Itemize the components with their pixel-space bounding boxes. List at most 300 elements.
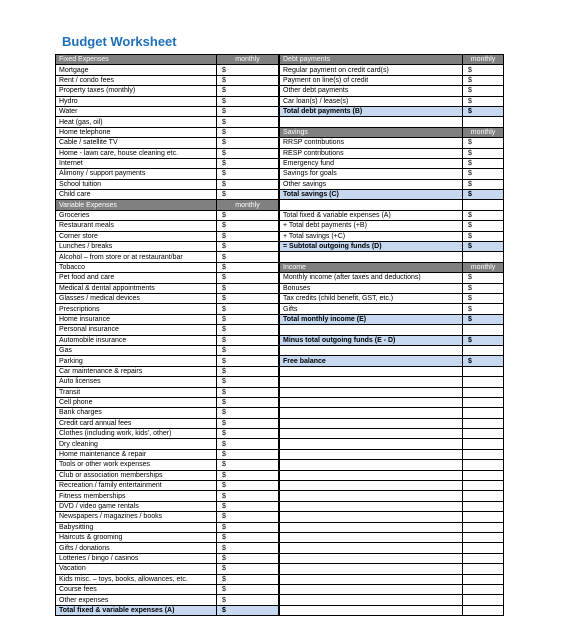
blank-row xyxy=(280,481,504,491)
item-label: Variable Expenses xyxy=(56,200,217,210)
item-label: Savings xyxy=(280,127,463,137)
empty-cell xyxy=(463,491,504,501)
table-row xyxy=(280,65,504,75)
amount-cell[interactable]: $ xyxy=(217,293,279,303)
worksheet-title: Budget Worksheet xyxy=(62,34,177,49)
amount-cell[interactable]: $ xyxy=(217,117,279,127)
amount-cell[interactable]: $ xyxy=(217,345,279,355)
item-label: Internet xyxy=(56,158,217,168)
item-label: Alimony / support payments xyxy=(56,169,217,179)
amount-cell[interactable]: $ xyxy=(217,314,279,324)
empty-cell xyxy=(463,501,504,511)
empty-cell xyxy=(463,532,504,542)
item-label: School tuition xyxy=(56,179,217,189)
table-row xyxy=(56,553,279,563)
amount-cell[interactable]: $ xyxy=(217,86,279,96)
amount-cell[interactable]: $ xyxy=(217,96,279,106)
table-row xyxy=(56,314,279,324)
item-label: Property taxes (monthly) xyxy=(56,86,217,96)
table-row xyxy=(56,106,279,116)
total-row xyxy=(280,356,504,366)
empty-cell xyxy=(463,470,504,480)
table-row xyxy=(56,283,279,293)
table-row xyxy=(280,210,504,220)
item-label: Clothes (including work, kids’, other) xyxy=(56,429,217,439)
item-label: Car maintenance & repairs xyxy=(56,366,217,376)
blank-row xyxy=(280,512,504,522)
item-label: Club or association memberships xyxy=(56,470,217,480)
section-header-row xyxy=(56,200,279,210)
amount-cell[interactable]: $ xyxy=(463,283,504,293)
amount-cell[interactable]: $ xyxy=(217,231,279,241)
amount-cell[interactable]: $ xyxy=(217,127,279,137)
item-label: Gifts xyxy=(280,304,463,314)
table-row xyxy=(56,460,279,470)
amount-cell[interactable]: $ xyxy=(217,418,279,428)
table-row xyxy=(56,470,279,480)
amount-cell[interactable]: $ xyxy=(217,460,279,470)
monthly-column-header: monthly xyxy=(217,200,279,210)
empty-cell xyxy=(280,470,463,480)
blank-row xyxy=(280,553,504,563)
item-label: Cable / satellite TV xyxy=(56,138,217,148)
amount-cell[interactable]: $ xyxy=(217,158,279,168)
blank-row xyxy=(280,117,504,127)
blank-row xyxy=(280,543,504,553)
table-row xyxy=(280,138,504,148)
blank-row xyxy=(280,387,504,397)
item-label: Other expenses xyxy=(56,595,217,605)
table-row xyxy=(56,439,279,449)
table-row xyxy=(280,179,504,189)
empty-cell xyxy=(463,522,504,532)
item-label: Total debt payments (B) xyxy=(280,106,463,116)
table-row xyxy=(56,481,279,491)
amount-cell[interactable]: $ xyxy=(463,335,504,345)
empty-cell xyxy=(280,491,463,501)
amount-cell[interactable]: $ xyxy=(463,314,504,324)
empty-cell xyxy=(463,460,504,470)
amount-cell[interactable]: $ xyxy=(463,221,504,231)
empty-cell xyxy=(280,584,463,594)
amount-cell[interactable]: $ xyxy=(217,522,279,532)
table-row xyxy=(56,148,279,158)
item-label: Kids misc. – toys, books, allowances, etc. xyxy=(56,574,217,584)
item-label xyxy=(280,252,463,262)
amount-cell[interactable] xyxy=(463,252,504,262)
item-label: RRSP contributions xyxy=(280,138,463,148)
table-row xyxy=(56,356,279,366)
amount-cell[interactable]: $ xyxy=(217,366,279,376)
table-row xyxy=(56,231,279,241)
table-row xyxy=(280,169,504,179)
item-label: Bonuses xyxy=(280,283,463,293)
empty-cell xyxy=(463,481,504,491)
table-row xyxy=(56,522,279,532)
amount-cell[interactable]: $ xyxy=(463,210,504,220)
blank-row xyxy=(280,200,504,210)
amount-cell[interactable]: $ xyxy=(217,138,279,148)
blank-row xyxy=(280,418,504,428)
item-label: Water xyxy=(56,106,217,116)
amount-cell[interactable]: $ xyxy=(217,325,279,335)
amount-cell[interactable]: $ xyxy=(217,595,279,605)
amount-cell[interactable]: $ xyxy=(217,169,279,179)
table-row xyxy=(56,293,279,303)
empty-cell xyxy=(280,564,463,574)
blank-row xyxy=(280,574,504,584)
table-row xyxy=(56,65,279,75)
amount-cell[interactable]: $ xyxy=(217,408,279,418)
table-row xyxy=(56,190,279,200)
amount-cell[interactable]: $ xyxy=(463,169,504,179)
item-label: Prescriptions xyxy=(56,304,217,314)
empty-cell xyxy=(463,397,504,407)
table-row xyxy=(56,262,279,272)
item-label: Tools or other work expenses xyxy=(56,460,217,470)
total-row xyxy=(280,242,504,252)
table-row xyxy=(56,169,279,179)
item-label: Alcohol – from store or at restaurant/bar xyxy=(56,252,217,262)
empty-cell xyxy=(280,512,463,522)
item-label: Tobacco xyxy=(56,262,217,272)
empty-cell xyxy=(280,460,463,470)
empty-cell xyxy=(280,377,463,387)
empty-cell xyxy=(280,501,463,511)
table-row xyxy=(280,148,504,158)
table-row xyxy=(56,584,279,594)
empty-cell xyxy=(463,377,504,387)
item-label: Total monthly income (E) xyxy=(280,314,463,324)
table-row xyxy=(56,179,279,189)
amount-cell[interactable]: $ xyxy=(217,397,279,407)
empty-cell xyxy=(463,408,504,418)
amount-cell[interactable]: $ xyxy=(217,262,279,272)
amount-cell[interactable]: $ xyxy=(217,543,279,553)
blank-row xyxy=(280,408,504,418)
table-row xyxy=(56,501,279,511)
section-header-row xyxy=(56,55,279,65)
item-label: Bank charges xyxy=(56,408,217,418)
item-label: Hydro xyxy=(56,96,217,106)
amount-cell[interactable]: $ xyxy=(217,179,279,189)
table-row xyxy=(280,158,504,168)
empty-cell xyxy=(463,543,504,553)
item-label: Transit xyxy=(56,387,217,397)
table-row xyxy=(56,429,279,439)
amount-cell[interactable]: $ xyxy=(217,106,279,116)
right-budget-table xyxy=(279,54,504,616)
item-label: Income xyxy=(280,262,463,272)
item-label: Restaurant meals xyxy=(56,221,217,231)
item-label: Course fees xyxy=(56,584,217,594)
empty-cell xyxy=(463,595,504,605)
item-label: Newspapers / magazines / books xyxy=(56,512,217,522)
amount-cell[interactable]: $ xyxy=(217,335,279,345)
item-label: Gas xyxy=(56,345,217,355)
table-row xyxy=(56,86,279,96)
empty-cell xyxy=(463,584,504,594)
item-label: Home insurance xyxy=(56,314,217,324)
empty-cell xyxy=(463,429,504,439)
table-row xyxy=(56,345,279,355)
table-row xyxy=(56,574,279,584)
blank-row xyxy=(280,366,504,376)
amount-cell[interactable]: $ xyxy=(217,584,279,594)
item-label: Fitness memberships xyxy=(56,491,217,501)
item-label: Automobile insurance xyxy=(56,335,217,345)
amount-cell[interactable]: $ xyxy=(217,210,279,220)
empty-cell xyxy=(280,429,463,439)
item-label: Heat (gas, oil) xyxy=(56,117,217,127)
amount-cell[interactable]: $ xyxy=(217,449,279,459)
amount-cell[interactable]: $ xyxy=(217,574,279,584)
blank-row xyxy=(280,397,504,407)
amount-cell[interactable]: $ xyxy=(463,293,504,303)
empty-cell xyxy=(280,553,463,563)
empty-cell xyxy=(463,564,504,574)
left-budget-table xyxy=(55,54,279,616)
item-label: Fixed Expenses xyxy=(56,55,217,65)
item-label: Lunches / breaks xyxy=(56,242,217,252)
empty-cell xyxy=(280,366,463,376)
item-label: Mortgage xyxy=(56,65,217,75)
amount-cell[interactable]: $ xyxy=(463,304,504,314)
blank-row xyxy=(280,605,504,615)
item-label: Other debt payments xyxy=(280,86,463,96)
empty-cell xyxy=(280,595,463,605)
table-row xyxy=(56,127,279,137)
amount-cell[interactable] xyxy=(463,325,504,335)
amount-cell[interactable]: $ xyxy=(463,179,504,189)
empty-cell xyxy=(463,449,504,459)
amount-cell[interactable]: $ xyxy=(217,501,279,511)
item-label: + Total debt payments (+B) xyxy=(280,221,463,231)
total-row xyxy=(280,314,504,324)
amount-cell[interactable] xyxy=(463,117,504,127)
empty-cell xyxy=(463,605,504,615)
table-row xyxy=(56,304,279,314)
empty-cell xyxy=(280,418,463,428)
item-label: + Total savings (+C) xyxy=(280,231,463,241)
table-row xyxy=(56,117,279,127)
amount-cell[interactable]: $ xyxy=(463,86,504,96)
table-row xyxy=(56,210,279,220)
empty-cell xyxy=(280,574,463,584)
amount-cell[interactable]: $ xyxy=(217,481,279,491)
table-row xyxy=(56,242,279,252)
item-label: Home telephone xyxy=(56,127,217,137)
table-row xyxy=(56,158,279,168)
item-label: Gifts / donations xyxy=(56,543,217,553)
amount-cell[interactable] xyxy=(463,345,504,355)
table-row xyxy=(280,221,504,231)
table-row xyxy=(56,273,279,283)
amount-cell[interactable]: $ xyxy=(463,242,504,252)
amount-cell[interactable]: $ xyxy=(217,304,279,314)
item-label: Monthly income (after taxes and deductions) xyxy=(280,273,463,283)
amount-cell[interactable]: $ xyxy=(463,158,504,168)
table-row xyxy=(56,397,279,407)
blank-row xyxy=(280,491,504,501)
table-row xyxy=(280,293,504,303)
item-label: Pet food and care xyxy=(56,273,217,283)
amount-cell[interactable]: $ xyxy=(217,429,279,439)
item-label: Regular payment on credit card(s) xyxy=(280,65,463,75)
item-label: Total fixed & variable expenses (A) xyxy=(280,210,463,220)
item-label xyxy=(280,325,463,335)
table-row xyxy=(56,138,279,148)
amount-cell[interactable]: $ xyxy=(463,356,504,366)
amount-cell[interactable]: $ xyxy=(217,65,279,75)
amount-cell[interactable]: $ xyxy=(463,96,504,106)
table-row xyxy=(56,335,279,345)
empty-cell xyxy=(280,532,463,542)
blank-row xyxy=(280,429,504,439)
blank-row xyxy=(280,439,504,449)
item-label: = Subtotal outgoing funds (D) xyxy=(280,242,463,252)
item-label: Lotteries / bingo / casinos xyxy=(56,553,217,563)
amount-cell[interactable]: $ xyxy=(217,221,279,231)
amount-cell[interactable]: $ xyxy=(217,377,279,387)
amount-cell[interactable] xyxy=(463,200,504,210)
table-row xyxy=(56,252,279,262)
empty-cell xyxy=(280,522,463,532)
table-row xyxy=(56,512,279,522)
table-row xyxy=(280,231,504,241)
amount-cell[interactable]: $ xyxy=(217,491,279,501)
amount-cell[interactable]: $ xyxy=(217,387,279,397)
blank-row xyxy=(280,584,504,594)
empty-cell xyxy=(280,605,463,615)
blank-row xyxy=(280,345,504,355)
amount-cell[interactable]: $ xyxy=(217,356,279,366)
amount-cell[interactable]: $ xyxy=(217,470,279,480)
blank-row xyxy=(280,470,504,480)
item-label: Child care xyxy=(56,190,217,200)
amount-cell[interactable]: $ xyxy=(217,564,279,574)
empty-cell xyxy=(463,512,504,522)
blank-row xyxy=(280,595,504,605)
amount-cell[interactable]: $ xyxy=(217,512,279,522)
amount-cell[interactable]: $ xyxy=(463,65,504,75)
item-label: Tax credits (child benefit, GST, etc.) xyxy=(280,293,463,303)
blank-row xyxy=(280,377,504,387)
total-row xyxy=(280,335,504,345)
item-label: Dry cleaning xyxy=(56,439,217,449)
blank-row xyxy=(280,522,504,532)
total-row xyxy=(56,605,279,615)
item-label xyxy=(280,117,463,127)
blank-row xyxy=(280,449,504,459)
table-row xyxy=(56,595,279,605)
monthly-column-header: monthly xyxy=(463,262,504,272)
amount-cell[interactable]: $ xyxy=(217,273,279,283)
empty-cell xyxy=(463,387,504,397)
empty-cell xyxy=(463,366,504,376)
table-row xyxy=(56,543,279,553)
blank-row xyxy=(280,325,504,335)
item-label: RESP contributions xyxy=(280,148,463,158)
table-row xyxy=(280,86,504,96)
total-row xyxy=(280,190,504,200)
table-row xyxy=(56,325,279,335)
empty-cell xyxy=(280,439,463,449)
empty-cell xyxy=(280,408,463,418)
amount-cell[interactable]: $ xyxy=(217,532,279,542)
item-label: Haircuts & grooming xyxy=(56,532,217,542)
section-header-row xyxy=(280,262,504,272)
amount-cell[interactable]: $ xyxy=(463,148,504,158)
item-label: Credit card annual fees xyxy=(56,418,217,428)
table-row xyxy=(56,532,279,542)
empty-cell xyxy=(280,387,463,397)
item-label: Babysitting xyxy=(56,522,217,532)
amount-cell[interactable]: $ xyxy=(217,553,279,563)
item-label: Glasses / medical devices xyxy=(56,293,217,303)
item-label: Other savings xyxy=(280,179,463,189)
amount-cell[interactable]: $ xyxy=(463,138,504,148)
amount-cell[interactable]: $ xyxy=(463,231,504,241)
amount-cell[interactable]: $ xyxy=(217,190,279,200)
amount-cell[interactable]: $ xyxy=(217,605,279,615)
item-label: Total savings (C) xyxy=(280,190,463,200)
amount-cell[interactable]: $ xyxy=(217,283,279,293)
amount-cell[interactable]: $ xyxy=(463,273,504,283)
total-row xyxy=(280,106,504,116)
amount-cell[interactable]: $ xyxy=(463,190,504,200)
amount-cell[interactable]: $ xyxy=(463,106,504,116)
table-row xyxy=(56,377,279,387)
item-label: Savings for goals xyxy=(280,169,463,179)
item-label: Emergency fund xyxy=(280,158,463,168)
item-label: Home - lawn care, house cleaning etc. xyxy=(56,148,217,158)
item-label xyxy=(280,345,463,355)
item-label: Groceries xyxy=(56,210,217,220)
item-label xyxy=(280,200,463,210)
item-label: Auto licenses xyxy=(56,377,217,387)
blank-row xyxy=(280,252,504,262)
table-row xyxy=(56,366,279,376)
blank-row xyxy=(280,564,504,574)
amount-cell[interactable]: $ xyxy=(217,252,279,262)
amount-cell[interactable]: $ xyxy=(217,148,279,158)
item-label: Free balance xyxy=(280,356,463,366)
amount-cell[interactable]: $ xyxy=(217,75,279,85)
section-header-row xyxy=(280,55,504,65)
empty-cell xyxy=(463,553,504,563)
table-row xyxy=(56,75,279,85)
empty-cell xyxy=(280,481,463,491)
table-row xyxy=(56,408,279,418)
table-row xyxy=(280,304,504,314)
amount-cell[interactable]: $ xyxy=(217,242,279,252)
item-label: Parking xyxy=(56,356,217,366)
item-label: Cell phone xyxy=(56,397,217,407)
empty-cell xyxy=(280,543,463,553)
item-label: Debt payments xyxy=(280,55,463,65)
monthly-column-header: monthly xyxy=(217,55,279,65)
item-label: Home maintenance & repair xyxy=(56,449,217,459)
table-row xyxy=(56,564,279,574)
empty-cell xyxy=(463,574,504,584)
amount-cell[interactable]: $ xyxy=(463,75,504,85)
blank-row xyxy=(280,460,504,470)
amount-cell[interactable]: $ xyxy=(217,439,279,449)
empty-cell xyxy=(463,439,504,449)
table-row xyxy=(280,283,504,293)
item-label: Minus total outgoing funds (E - D) xyxy=(280,335,463,345)
